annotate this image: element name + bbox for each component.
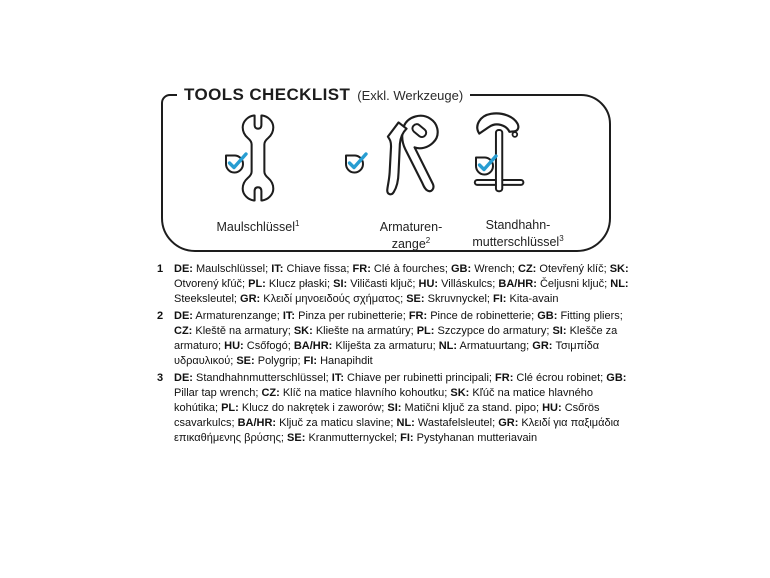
glossary-item-number: 2 xyxy=(157,310,164,322)
tool-label-maulschluessel: Maulschlüssel$^1$ xyxy=(216,219,300,235)
checklist-header xyxy=(177,86,470,105)
glossary-item xyxy=(157,371,629,446)
water-pump-pliers-icon xyxy=(379,110,443,211)
checkbox-checked-icon xyxy=(473,153,499,182)
checklist-subtitle: (Exkl. Werkzeuge) xyxy=(357,88,464,103)
checkbox-checked-icon xyxy=(223,151,249,180)
tool-item-standhahnmutterschluessel xyxy=(435,110,601,250)
tool-glossary xyxy=(157,262,629,448)
checklist-title: TOOLS CHECKLIST xyxy=(184,85,351,104)
glossary-item-text: DE: Standhahnmutterschlüssel; IT: Chiave per rubinetti principali; FR: Clé écrou robinet; GB: Pillar tap wrench; CZ: Klíč na matice hlavního kohoutku; SK: Kľúč na matice hlavného kohútika; PL: Klucz do nakrętek i zaworów; SI: Matični ključ za stand. pipo; HU: Csőrös csavarkulcs; BA/HR: Ključ za maticu slavine; NL: Wastafelsleutel; GR: Κλειδί για παξιμάδια επικαθήμενης βρύσης; SE: Kranmutternyckel; FI: Pystyhanan mutteriavain xyxy=(174,372,627,444)
glossary-item-number: 1 xyxy=(157,263,164,275)
checkbox-checked-icon xyxy=(343,151,369,180)
glossary-item xyxy=(157,309,629,369)
glossary-item xyxy=(157,262,629,307)
tools-checklist-box xyxy=(161,85,611,252)
glossary-item-number: 3 xyxy=(157,372,164,384)
tool-item-maulschluessel xyxy=(176,110,340,236)
glossary-item-text: DE: Maulschlüssel; IT: Chiave fissa; FR: Clé à fourches; GB: Wrench; CZ: Otevřený klíč; SK: Otvorený kľúč; PL: Klucz płaski; SI: Viličasti ključ; HU: Villáskulcs; BA/HR: Čeljusni ključ; NL: Steeksleutel; GR: Κλειδί μηνοειδούς σχήματος; SE: Skruvnyckel; FI: Kita-avain xyxy=(174,263,629,305)
glossary-item-text: DE: Armaturenzange; IT: Pinza per rubinetterie; FR: Pince de robinetterie; GB: Fitting pliers; CZ: Kleště na armatury; SK: Kliešte na armatúry; PL: Szczypce do armatury; SI: Klešče za armaturo; HU: Csőfogó; BA/HR: Kliješta za armaturu; NL: Armatuurtang; GR: Τσιμπίδα υδραυλικού; SE: Polygrip; FI: Hanapihdit xyxy=(174,310,623,367)
tool-label-standhahnmutterschluessel: Standhahn- mutterschlüssel$^3$ xyxy=(472,218,564,249)
tool-label-armaturenzange: Armaturen- zange$^2$ xyxy=(379,220,443,251)
